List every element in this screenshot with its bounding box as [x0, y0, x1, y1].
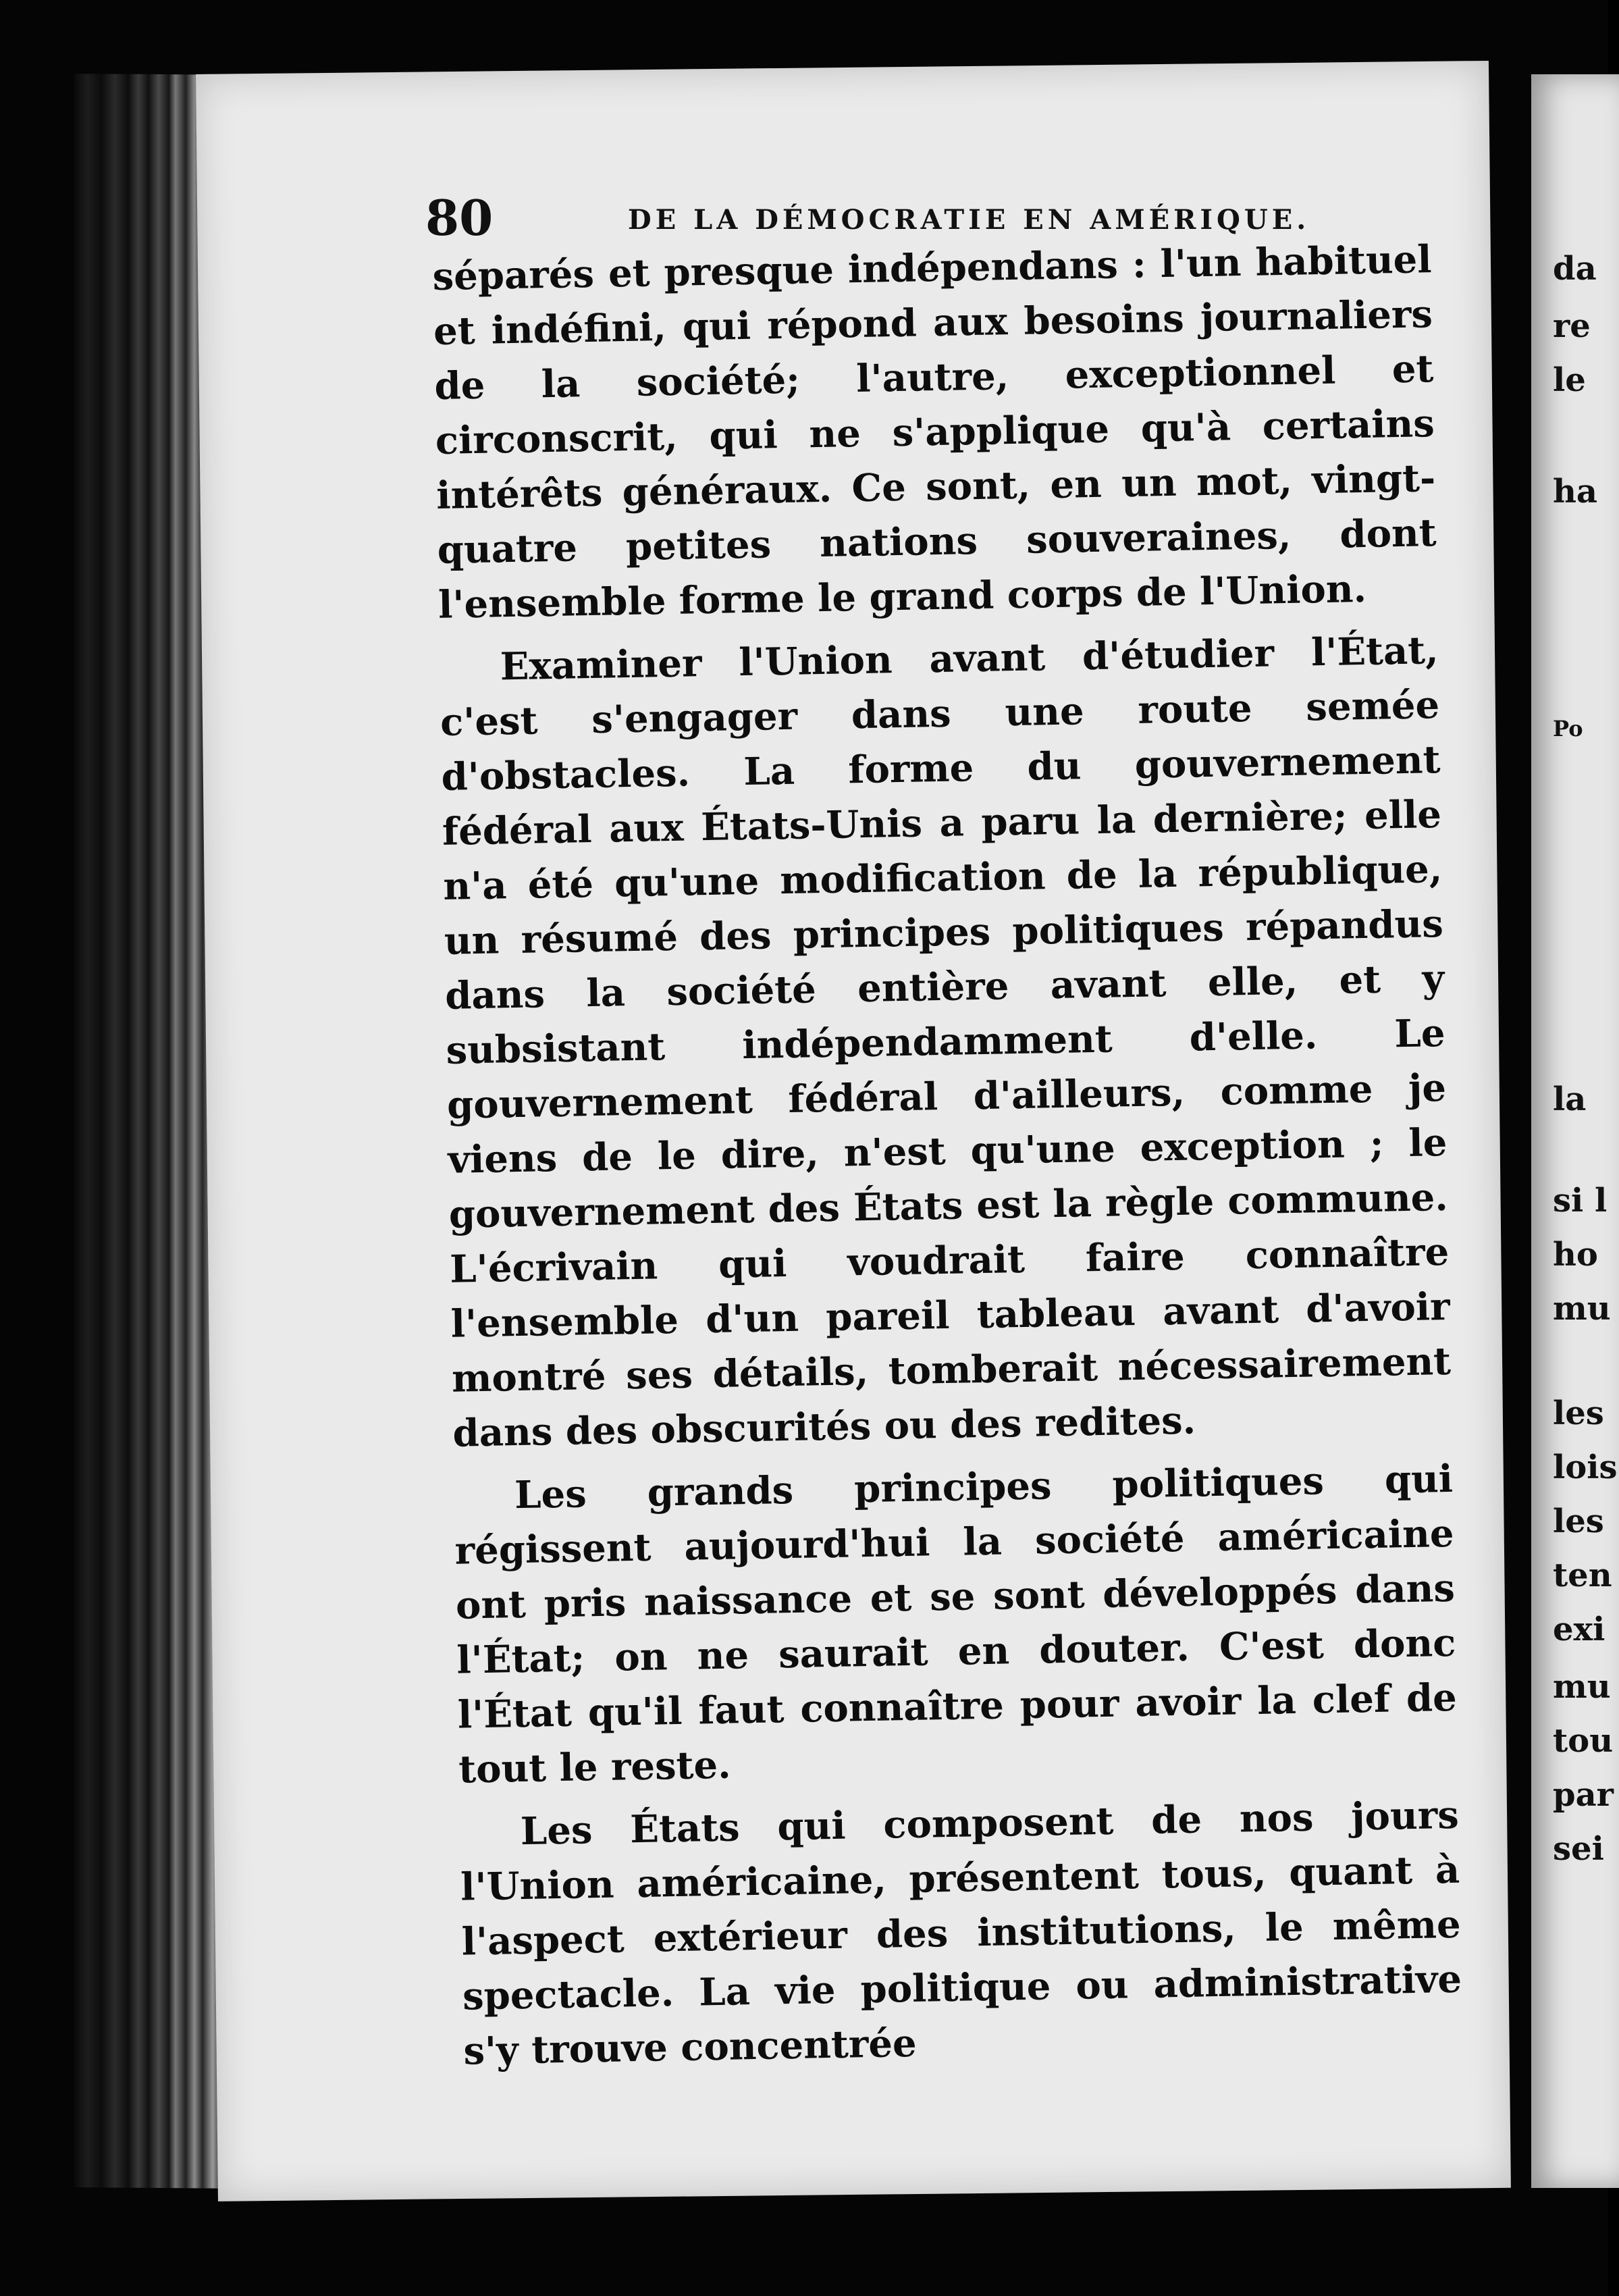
page-number: 80: [425, 189, 494, 246]
fragment: les: [1553, 1394, 1604, 1432]
fragment: re: [1553, 307, 1591, 345]
fragment: les: [1553, 1503, 1604, 1540]
fragment: ten: [1553, 1557, 1612, 1594]
fragment: mu: [1553, 1668, 1611, 1706]
fragment: si l: [1553, 1182, 1608, 1220]
fragment: sei: [1553, 1830, 1604, 1868]
paragraph: Examiner l'Union avant d'étudier l'État, c'est s'engager dans une route semée d'obstacles. La forme du gouvernement fédéral aux États-Unis a paru la dernière; elle n'a été qu'une modification de la république, un résumé des principes politiques répandus dans la société entière avant elle, et y subsistant indépendamment d'elle. Le gouvernement fédéral d'ailleurs, comme je viens de le dire, n'est qu'une exception ; le gouvernement des États est la règle commune. L'écrivain qui voudrait faire connaître l'ensemble d'un pareil tableau avant d'avoir montré ses détails, tomberait nécessairement dans des obscurités ou des redites.: [440, 628, 1452, 1456]
fragment: exi: [1553, 1611, 1605, 1648]
paragraph: séparés et presque indépendans : l'un habituel et indéfini, qui répond aux besoins journaliers de la société; l'autre, exceptionnel et circonscrit, qui ne s'applique qu'à certains intérêts généraux. Ce sont, en un mot, vingt-quatre petites nations souveraines, dont l'ensemble forme le grand corps de l'Union.: [432, 237, 1437, 627]
fragment: mu: [1553, 1290, 1611, 1328]
page-body-text: [432, 232, 1463, 2079]
fragment: da: [1553, 250, 1597, 288]
fragment: le: [1553, 361, 1586, 399]
fragment: la: [1553, 1080, 1587, 1118]
fragment: tou: [1553, 1722, 1614, 1760]
fragment: ho: [1553, 1236, 1598, 1274]
paragraph: Les grands principes politiques qui régissent aujourd'hui la société américaine ont pris naissance et se sont développés dans l'État; on ne saurait en douter. C'est donc l'État qu'il faut connaître pour avoir la clef de tout le reste.: [454, 1456, 1458, 1792]
fragment: par: [1553, 1776, 1614, 1814]
paragraph: Les États qui composent de nos jours l'Union américaine, présentent tous, quant à l'aspect extérieur des institutions, le même spectacle. La vie politique ou administrative s'y trouve concentrée: [460, 1792, 1462, 2074]
fragment: lois: [1553, 1449, 1618, 1486]
running-head: DE LA DÉMOCRATIE EN AMÉRIQUE.: [628, 204, 1310, 236]
fragment: ha: [1553, 473, 1597, 511]
fragment: Po: [1553, 716, 1583, 741]
